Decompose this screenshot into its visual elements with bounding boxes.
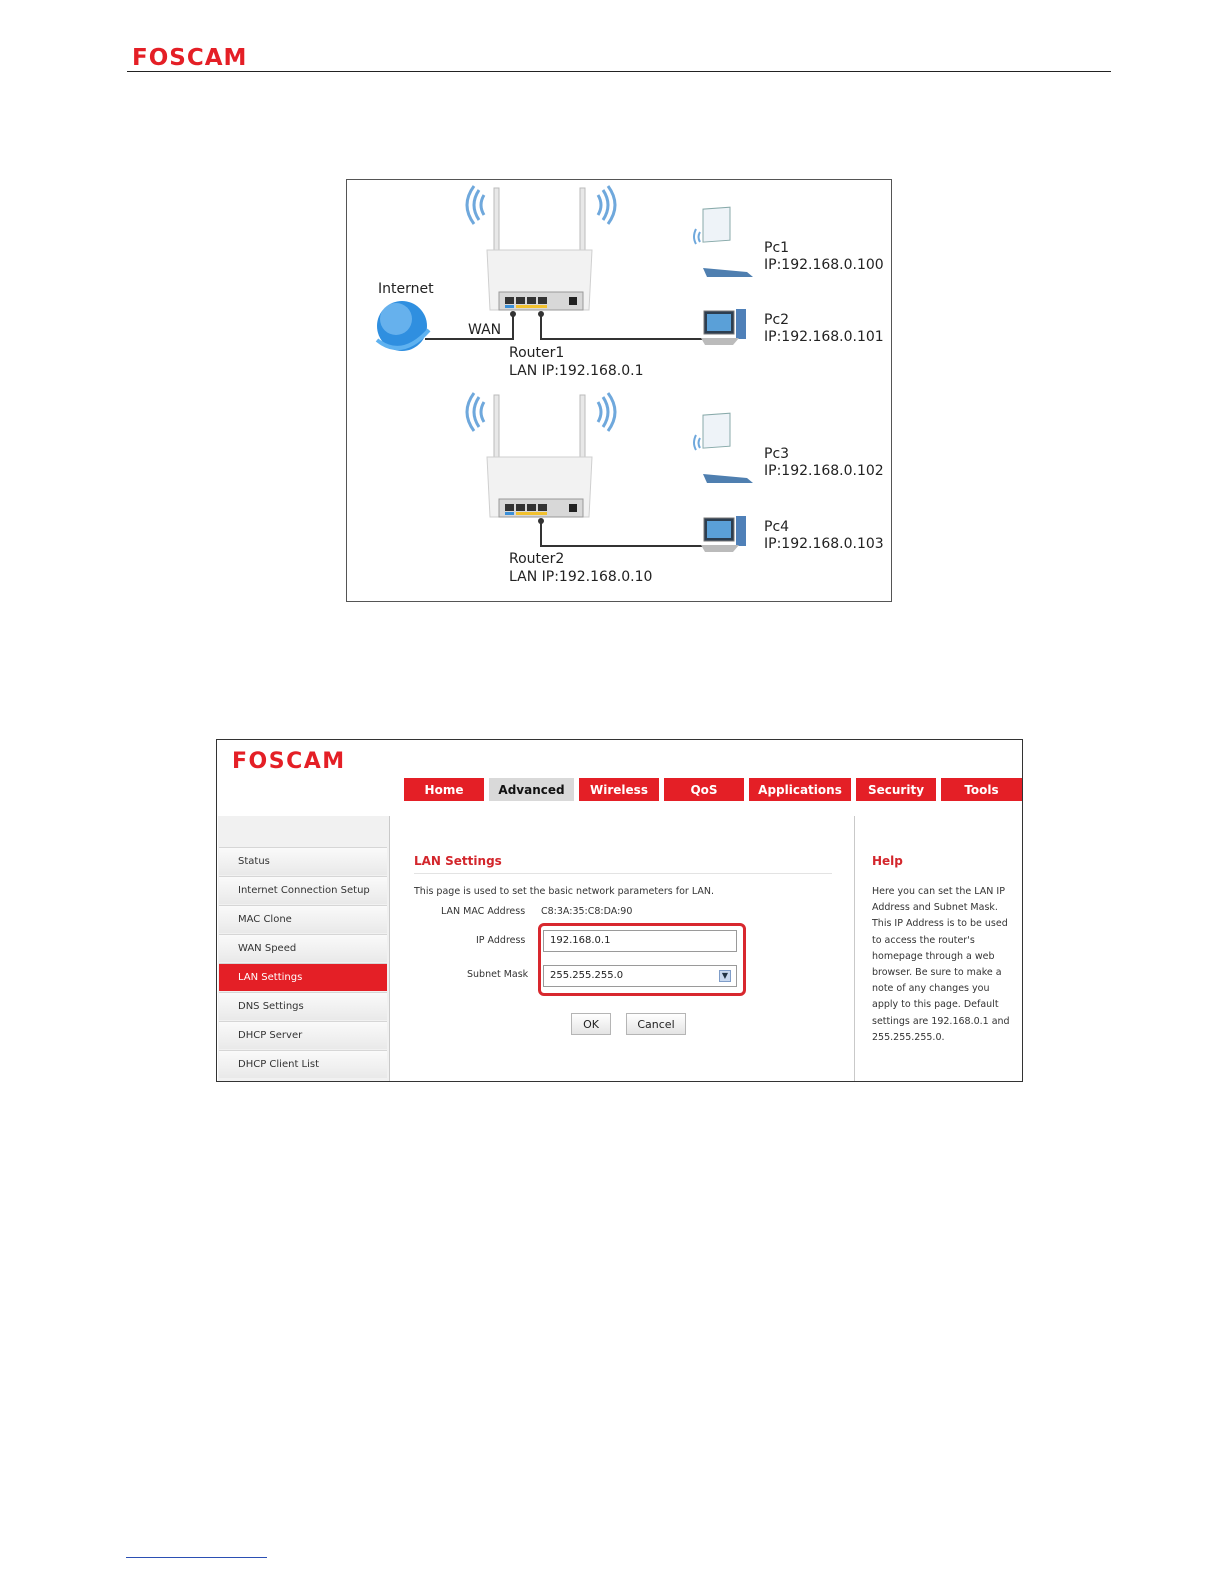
router-admin-screenshot (216, 739, 1023, 1082)
tab-qos[interactable]: QoS (664, 778, 744, 801)
router-icon (487, 395, 592, 517)
router1-name: Router1 (509, 345, 565, 361)
router2-name: Router2 (509, 551, 565, 567)
pc4-ip: IP:192.168.0.103 (764, 536, 884, 552)
subnet-mask-label: Subnet Mask (467, 969, 529, 980)
laptop-icon (694, 413, 753, 483)
router2-ip: LAN IP:192.168.0.10 (509, 569, 653, 585)
pc1-ip: IP:192.168.0.100 (764, 257, 884, 273)
chevron-down-icon[interactable]: ▼ (719, 970, 731, 982)
subnet-mask-value: 255.255.255.0 (550, 970, 624, 981)
desktop-pc-icon (701, 309, 746, 345)
lan-settings-panel (390, 816, 855, 1082)
footer-link-underline (126, 1557, 267, 1558)
pc2-name: Pc2 (764, 312, 790, 328)
sidebar-item-dhcp-client-list[interactable]: DHCP Client List (219, 1050, 387, 1078)
sidebar-item-status[interactable]: Status (219, 847, 387, 875)
sidebar-item-internet-connection-setup[interactable]: Internet Connection Setup (219, 876, 387, 904)
tab-home[interactable]: Home (404, 778, 484, 801)
ok-button[interactable]: OK (571, 1013, 611, 1035)
header-divider (127, 71, 1111, 72)
tab-advanced[interactable]: Advanced (489, 778, 574, 801)
pc1-name: Pc1 (764, 240, 790, 256)
wan-label: WAN (468, 322, 502, 338)
lan-mac-label: LAN MAC Address (441, 906, 526, 917)
subnet-mask-select[interactable] (543, 965, 737, 987)
pc2-ip: IP:192.168.0.101 (764, 329, 884, 345)
internet-label: Internet (378, 281, 434, 297)
help-text: Here you can set the LAN IP Address and Subnet Mask. This IP Address is to be used to access the router's homepage through a web browser. Be sure to make a note of any changes you apply to this page. Default settings are 192.168.0.1 and 255.255.255.0. (872, 886, 1010, 1043)
sidebar-item-mac-clone[interactable]: MAC Clone (219, 905, 387, 933)
panel-description: This page is used to set the basic network parameters for LAN. (414, 886, 714, 897)
tab-tools[interactable]: Tools (941, 778, 1022, 801)
tab-applications[interactable]: Applications (749, 778, 851, 801)
pc3-ip: IP:192.168.0.102 (764, 463, 884, 479)
svg-text:FOSCAM: FOSCAM (132, 45, 248, 70)
router1-ip: LAN IP:192.168.0.1 (509, 363, 644, 379)
router-icon (487, 188, 592, 310)
lan-mac-value: C8:3A:35:C8:DA:90 (541, 906, 633, 917)
sidebar-item-dhcp-server[interactable]: DHCP Server (219, 1021, 387, 1049)
globe-icon (377, 301, 429, 351)
help-panel (855, 816, 1023, 1082)
sidebar-item-wan-speed[interactable]: WAN Speed (219, 934, 387, 962)
panel-title: LAN Settings (414, 854, 502, 868)
cancel-button[interactable]: Cancel (626, 1013, 686, 1035)
help-title: Help (872, 854, 903, 868)
sidebar-item-lan-settings[interactable]: LAN Settings (219, 963, 387, 991)
foscam-logo (132, 44, 264, 70)
pc4-name: Pc4 (764, 519, 790, 535)
ip-address-label: IP Address (476, 935, 526, 946)
desktop-pc-icon (701, 516, 746, 552)
tab-security[interactable]: Security (856, 778, 936, 801)
sidebar-item-dns-settings[interactable]: DNS Settings (219, 992, 387, 1020)
title-divider (414, 873, 832, 874)
network-diagram (346, 179, 892, 602)
ip-address-input[interactable]: 192.168.0.1 (543, 930, 737, 952)
laptop-icon (694, 207, 753, 277)
pc3-name: Pc3 (764, 446, 790, 462)
tab-wireless[interactable]: Wireless (579, 778, 659, 801)
router-ui-logo (232, 748, 378, 772)
svg-text:FOSCAM: FOSCAM (232, 749, 346, 772)
sidebar (218, 816, 390, 1082)
